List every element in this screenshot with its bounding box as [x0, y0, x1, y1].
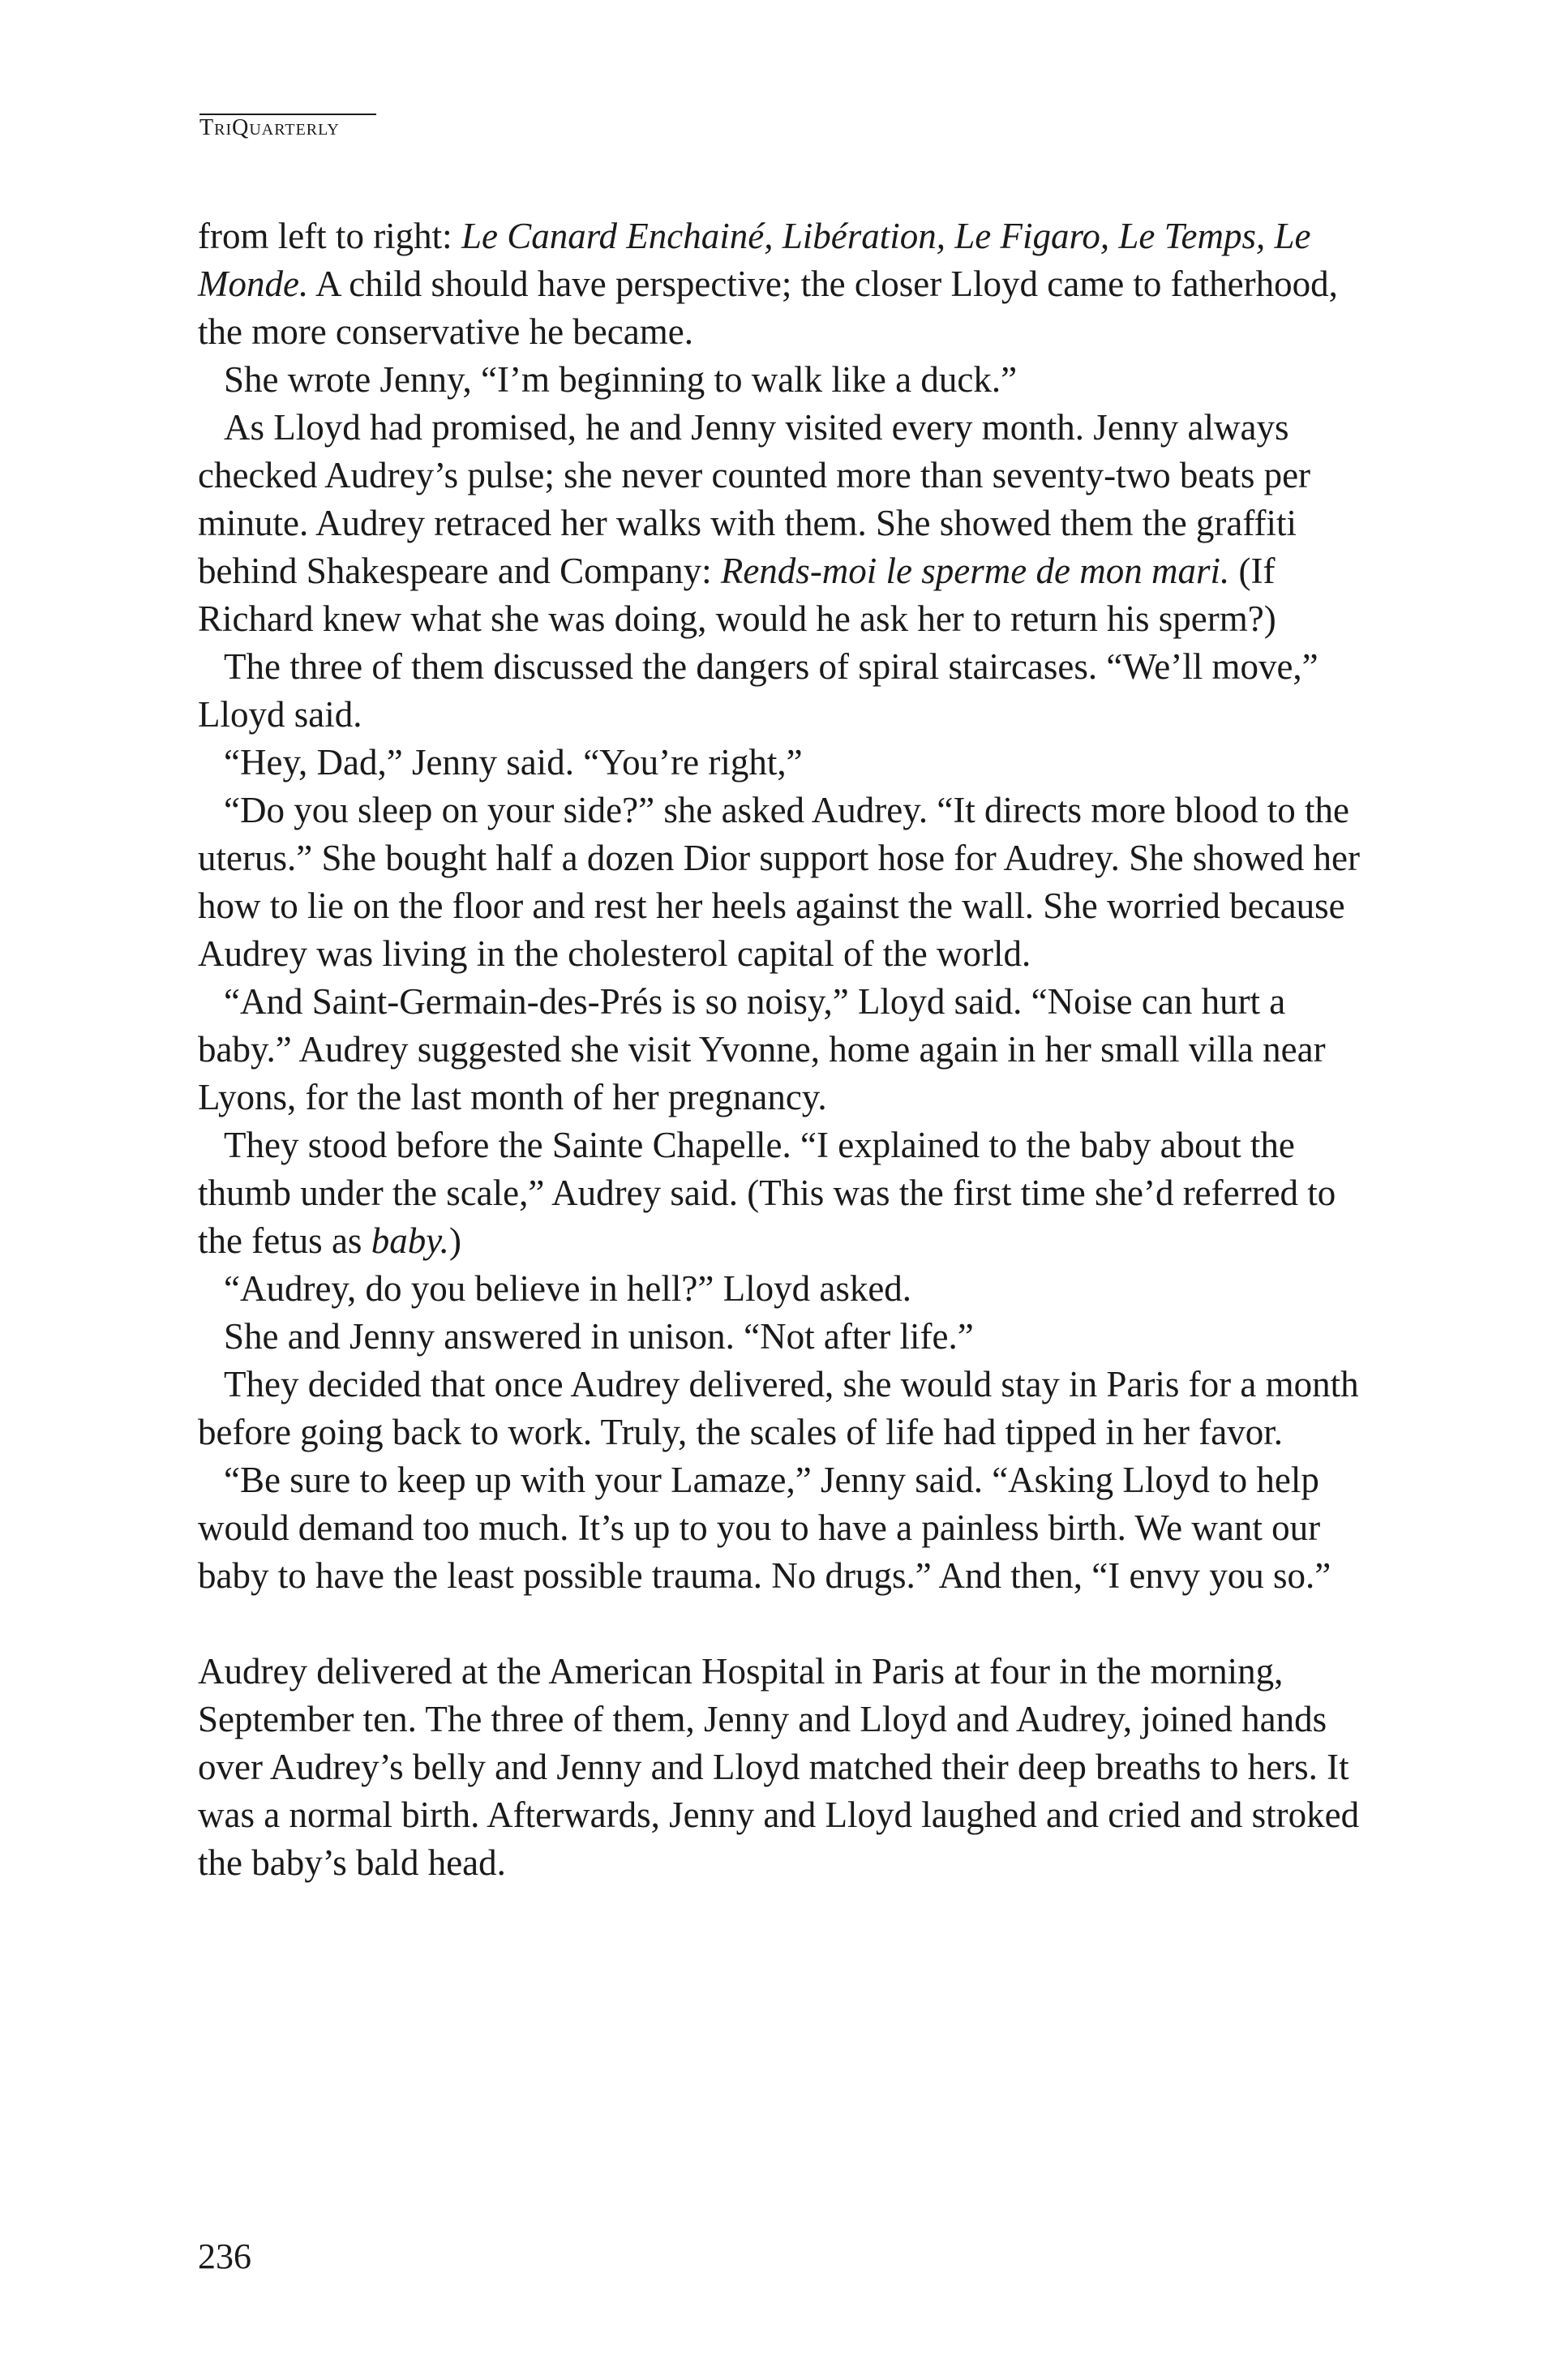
paragraph: “Do you sleep on your side?” she asked Audrey. “It directs more blood to the uterus.” She bought half a dozen Dior support hose for Audrey. She showed her how to lie on the floor and rest her heels against the wall. She worried because Audrey was living in the cholesterol capital of the world.: [198, 790, 1361, 974]
paragraph: “Be sure to keep up with your Lamaze,” Jenny said. “Asking Lloyd to help would demand too much. It’s up to you to have a painless birth. We want our baby to have the least possible trauma. No drugs.” And then, “I envy you so.”: [198, 1460, 1331, 1596]
paragraph: They stood before the Sainte Chapelle. “I explained to the baby about the thumb under the scale,” Audrey said. (This was the first time she’d referred to the fetus as baby.): [198, 1125, 1336, 1261]
page-number: 236: [198, 2236, 251, 2276]
paragraph: “Audrey, do you believe in hell?” Lloyd asked.: [224, 1268, 912, 1309]
body-text: [198, 212, 1382, 1887]
paragraph: As Lloyd had promised, he and Jenny visited every month. Jenny always checked Audrey’s pulse; she never counted more than seventy-two beats per minute. Audrey retraced her walks with them. She showed them the graffiti behind Shakespeare and Company: Rends-moi le sperme de mon mari. (If Richard knew what she was doing, would he ask her to return his sperm?): [198, 407, 1311, 639]
paragraph: from left to right: Le Canard Enchainé, Libération, Le Figaro, Le Temps, Le Monde. A child should have perspective; the closer Lloyd came to fatherhood, the more conservative he became.: [198, 216, 1338, 352]
paragraph: Audrey delivered at the American Hospital in Paris at four in the morning, September ten. The three of them, Jenny and Lloyd and Audrey, joined hands over Audrey’s belly and Jenny and Lloyd matched their deep breaths to hers. It was a normal birth. Afterwards, Jenny and Lloyd laughed and cried and stroked the baby’s bald head.: [198, 1651, 1360, 1883]
paragraph: They decided that once Audrey delivered, she would stay in Paris for a month before going back to work. Truly, the scales of life had tipped in her favor.: [198, 1364, 1359, 1452]
paragraph: She wrote Jenny, “I’m beginning to walk like a duck.”: [224, 359, 1018, 400]
paragraph: She and Jenny answered in unison. “Not after life.”: [224, 1316, 974, 1357]
italic-text: Rends-moi le sperme de mon mari.: [720, 551, 1230, 591]
italic-text: baby.: [371, 1220, 449, 1261]
running-title: TriQuarterly: [199, 115, 340, 140]
running-header: [199, 115, 340, 141]
italic-text: Le Canard Enchainé, Libération, Le Figaro, Le Temps, Le Monde.: [198, 216, 1311, 304]
paragraph: The three of them discussed the dangers of spiral staircases. “We’ll move,” Lloyd said.: [198, 646, 1318, 735]
paragraph: “And Saint-Germain-des-Prés is so noisy,” Lloyd said. “Noise can hurt a baby.” Audrey suggested she visit Yvonne, home again in her small villa near Lyons, for the last month of her pregnancy.: [198, 981, 1326, 1117]
paragraph: “Hey, Dad,” Jenny said. “You’re right,”: [224, 742, 803, 783]
